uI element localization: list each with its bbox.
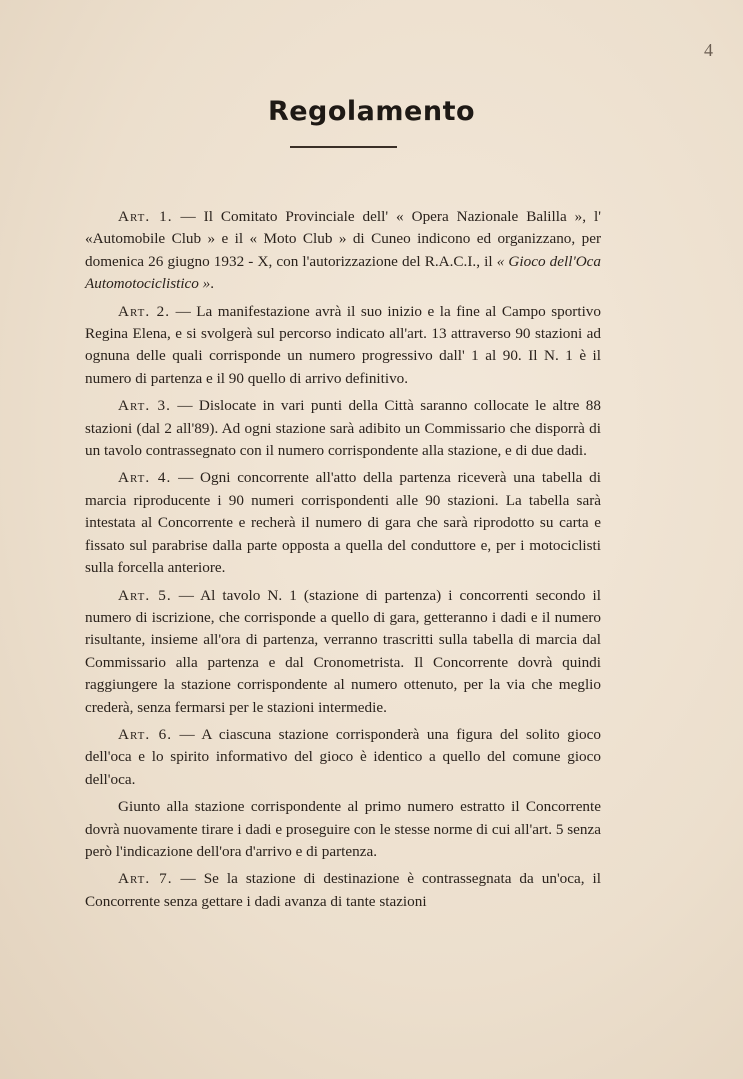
article-label: Art. 3. — [118, 397, 171, 415]
article-7 — [85, 868, 601, 913]
article-text: — A ciascuna stazione corrisponderà una figura del solito gioco dell'oca e lo spirito informativo del gioco è identico a quello del comune gioco dell'oca. — [85, 725, 601, 788]
article-emphasis: « Gioco dell'Oca Automotociclistico » — [85, 252, 601, 293]
article-text: — Al tavolo N. 1 (stazione di partenza) i concorrenti secondo il numero di iscrizione, che corrisponde a quello di gara, getteranno i dadi e il numero risultante, insieme all'ora di partenza, verranno trascritti sulla tabella di marcia dal Commissario alla partenza e dal Cronometrista. Il Concorrente dovrà quindi raggiungere la stazione corrispondente al numero ottenuto, per la via che meglio crederà, senza fermarsi per le stazioni intermedie. — [85, 586, 601, 716]
corner-mark: 4 — [704, 40, 713, 60]
article-text: — Dislocate in vari punti della Città saranno collocate le altre 88 stazioni (dal 2 all'89). Ad ogni stazione sarà adibito un Commissario che disporrà di un tavolo contrassegnato con il numero corrispondente alla stazione, e di due dadi. — [85, 397, 601, 460]
article-text: — Il Comitato Provinciale dell' « Opera Nazionale Balilla », l' «Automobile Club » e il « Moto Club » di Cuneo indicono ed organizzano, per domenica 26 giugno 1932 - X, con l'autorizzazione del R.A.C.I., il — [85, 208, 601, 270]
article-text: — Ogni concorrente all'atto della partenza riceverà una tabella di marcia riproducente i 90 numeri corrispondenti alle 90 stazioni. La tabella sarà intestata al Concorrente e recherà il numero di gara che sarà riprodotto su carta e fissato sul parabrise dalla parte opposta a quella del conduttore e, per i motociclisti sulla forcella anteriore. — [85, 469, 601, 577]
regulation-body — [85, 206, 601, 918]
article-1 — [85, 206, 601, 296]
article-2 — [85, 301, 601, 391]
article-label: Art. 6. — [118, 725, 173, 743]
article-label: Art. 7. — [118, 870, 173, 888]
article-5 — [85, 585, 601, 719]
article-label: Art. 5. — [118, 586, 172, 604]
article-3 — [85, 395, 601, 462]
article-6-continued — [85, 796, 601, 863]
page-title: Regolamento — [267, 96, 476, 127]
article-6 — [85, 724, 601, 791]
article-text: — La manifestazione avrà il suo inizio e la fine al Campo sportivo Regina Elena, e si svolgerà sul percorso indicato all'art. 13 attraverso 90 stazioni ad ognuna delle quali corrisponde un numero progressivo dall' 1 al 90. Il N. 1 è il numero di partenza e il 90 quello di arrivo definitivo. — [85, 302, 601, 387]
article-label: Art. 4. — [118, 469, 172, 487]
article-tail: . — [210, 275, 215, 293]
article-text: — Se la stazione di destinazione è contrassegnata da un'oca, il Concorrente senza gettare i dadi avanza di tante stazioni — [85, 870, 601, 910]
article-4 — [85, 467, 601, 579]
article-text: Giunto alla stazione corrispondente al primo numero estratto il Concorrente dovrà nuovamente tirare i dadi e proseguire con le stesse norme di cui all'art. 5 senza però l'indicazione dell'ora d'arrivo e di partenza. — [85, 798, 601, 860]
title-underline — [290, 146, 397, 148]
article-label: Art. 1. — [118, 208, 173, 225]
article-label: Art. 2. — [118, 302, 171, 320]
